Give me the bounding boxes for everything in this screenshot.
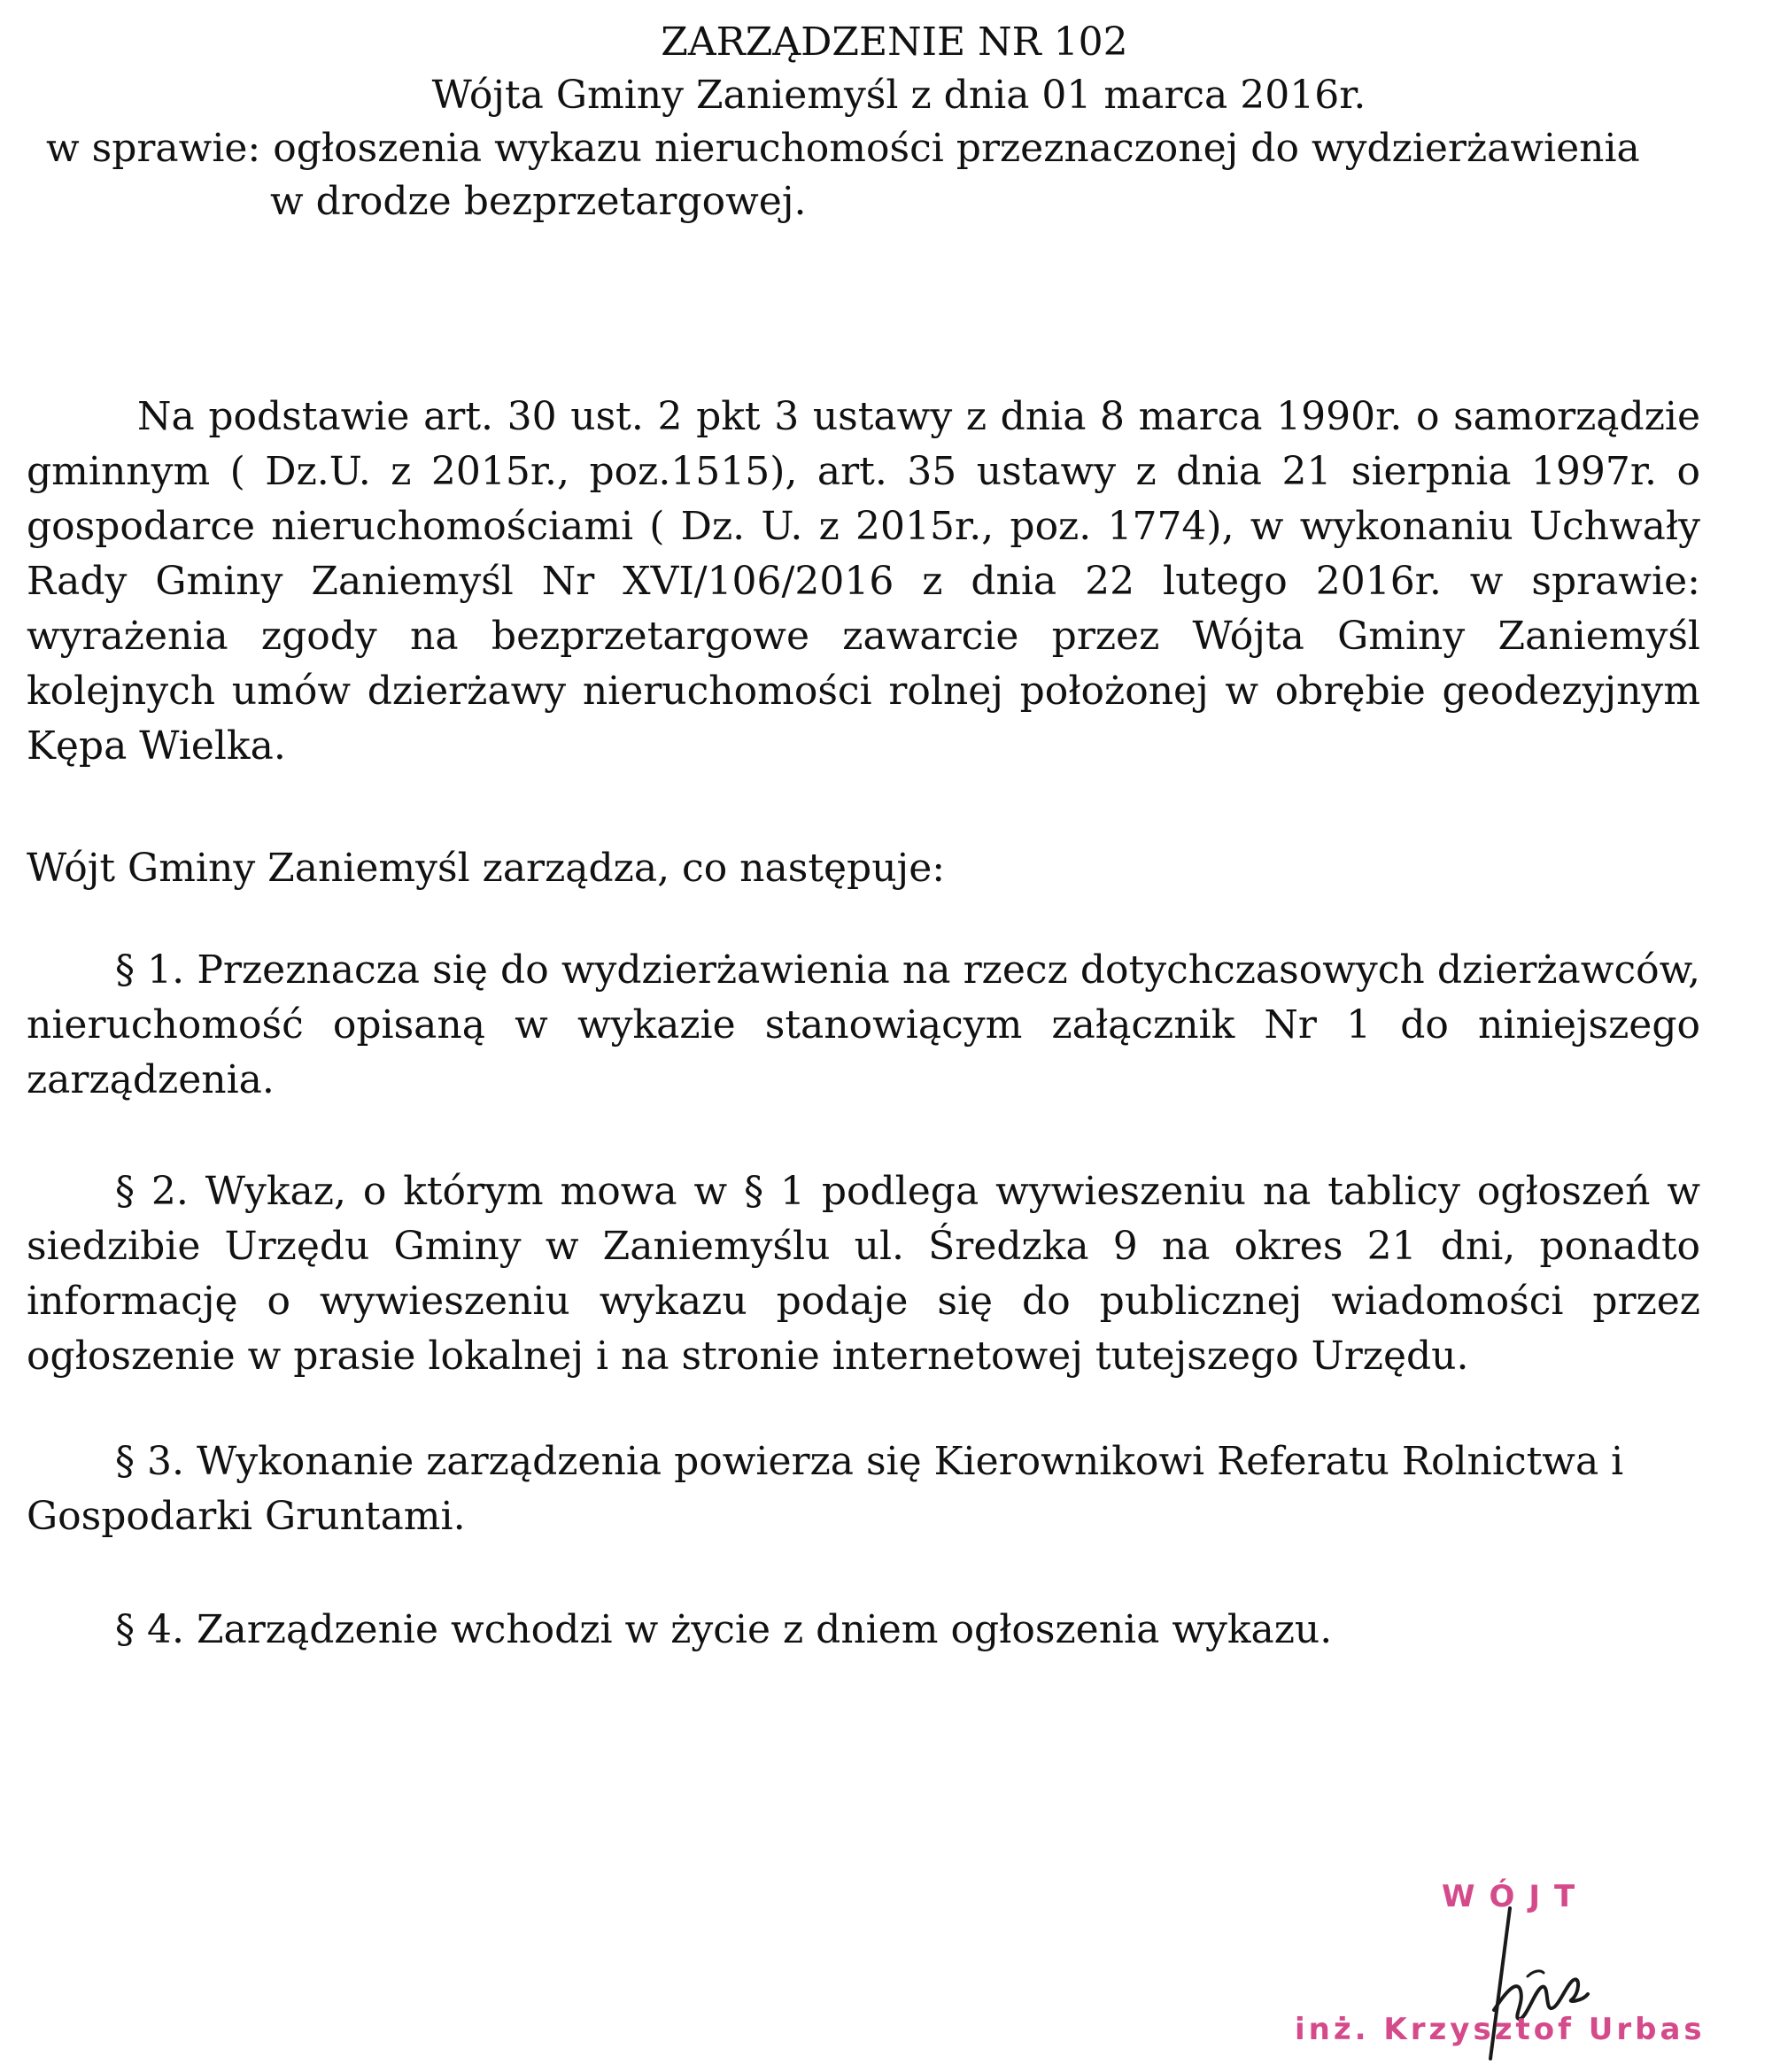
decree-intro: Wójt Gminy Zaniemyśl zarządza, co następuje: [27,846,946,891]
paragraph-1: § 1. Przeznacza się do wydzierżawienia na rzecz dotychczasowych dzierżawców, nieruchomość opisaną w wykazie stanowiącym załącznik Nr 1 do niniejszego zarządzenia. [27,947,1700,1102]
preamble-paragraph: Na podstawie art. 30 ust. 2 pkt 3 ustawy z dnia 8 marca 1990r. o samorządzie gminnym ( Dz.U. z 2015r., poz.1515), art. 35 ustawy z dnia 21 sierpnia 1997r. o gospodarce nieruchomościami ( Dz. U. z 2015r., poz. 1774), w wykonaniu Uchwały Rady Gminy Zaniemyśl Nr XVI/106/2016 z dnia 22 lutego 2016r. w sprawie: wyrażenia zgody na bezprzetargowe zawarcie przez Wójta Gminy Zaniemyśl kolejnych umów dzierżawy nieruchomości rolnej położonej w obrębie geodezyjnym Kępa Wielka. [27,394,1700,769]
stamp-name: inż. Krzysztof Urbas [1295,2012,1706,2047]
document-subject-line-2: w drodze bezprzetargowej. [270,179,807,224]
document-title: ZARZĄDZENIE NR 102 [661,19,1128,65]
document-header [0,16,1780,228]
document-subject-line-1: w sprawie: ogłoszenia wykazu nieruchomości przeznaczonej do wydzierżawienia [46,126,1640,171]
document-subtitle: Wójta Gminy Zaniemyśl z dnia 01 marca 2016r. [431,73,1366,118]
paragraph-2: § 2. Wykaz, o którym mowa w § 1 podlega wywieszeniu na tablicy ogłoszeń w siedzibie Urzędu Gminy w Zaniemyślu ul. Średzka 9 na okres 21 dni, ponadto informację o wywieszeniu wykazu podaje się do publicznej wiadomości przez ogłoszenie w prasie lokalnej i na stronie internetowej tutejszego Urzędu. [27,1169,1700,1379]
paragraph-4: § 4. Zarządzenie wchodzi w życie z dniem ogłoszenia wykazu. [115,1607,1333,1652]
stamp-title: WÓJT [1442,1879,1590,1914]
paragraph-3: § 3. Wykonanie zarządzenia powierza się Kierownikowi Referatu Rolnictwa i Gospodarki Gruntami. [27,1439,1624,1539]
